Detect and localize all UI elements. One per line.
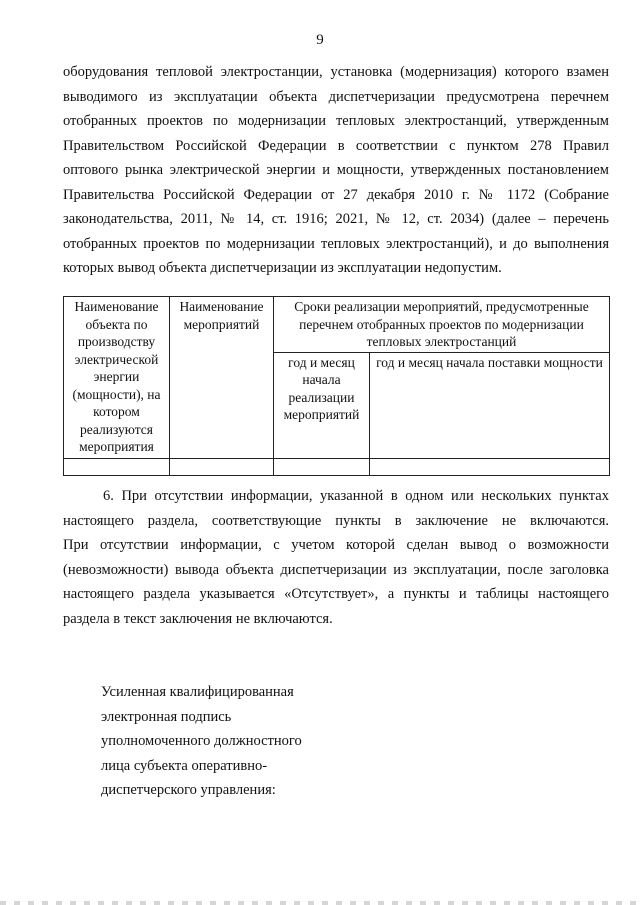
text-line: При отсутствии информации, с учетом которой сделан вывод о возможности xyxy=(63,537,609,553)
text-line: Правительства Российской Федерации от 27 декабря 2010 г. № 1172 (Собрание xyxy=(63,186,609,203)
text-line: настоящего раздела указывается «Отсутствует», а пункты и таблицы настоящего xyxy=(63,586,609,602)
paragraph-equipment-modernization xyxy=(63,60,609,281)
header-supply-start-date: год и месяц начала поставки мощности xyxy=(370,352,610,458)
signature-line: электронная подпись xyxy=(101,708,232,725)
header-start-date: год и месяц начала реализации мероприятий xyxy=(274,352,370,458)
signature-line: Усиленная квалифицированная xyxy=(101,684,294,700)
table-cell xyxy=(64,458,170,475)
signature-line: уполномоченного должностного xyxy=(101,733,302,749)
scan-edge-artifact xyxy=(0,901,640,905)
paragraph-item-6 xyxy=(63,484,609,631)
measures-table xyxy=(63,296,610,476)
signature-line: лица субъекта оперативно- xyxy=(101,757,268,774)
text-line: оптового рынка электрической энергии и мощности, утвержденных постановлением xyxy=(63,162,609,178)
text-line: отобранных проектов по модернизации тепловых электростанций, утвержденным xyxy=(63,113,609,129)
table-cell xyxy=(370,458,610,475)
table-cell xyxy=(274,458,370,475)
text-line: (невозможности) вывода объекта диспетчеризации из эксплуатации, после заголовка xyxy=(63,561,609,578)
text-line: отобранных проектов по модернизации тепловых электростанций), и до выполнения xyxy=(63,235,609,252)
text-line: которых вывод объекта диспетчеризации из эксплуатации недопустим. xyxy=(63,260,502,276)
table-cell xyxy=(170,458,274,475)
text-line: раздела в текст заключения не включаются. xyxy=(63,610,333,627)
header-measures: Наименование мероприятий xyxy=(170,297,274,459)
text-line: выводимого из эксплуатации объекта диспетчеризации предусмотрена перечнем xyxy=(63,88,609,105)
signature-block xyxy=(101,680,361,803)
header-implementation-terms: Сроки реализации мероприятий, предусмотренные перечнем отобранных проектов по модернизации тепловых электростанций xyxy=(274,297,610,353)
table-row xyxy=(64,458,610,475)
text-line: Правительством Российской Федерации в соответствии с пунктом 278 Правил xyxy=(63,137,609,154)
text-line: 6. При отсутствии информации, указанной в одном или нескольких пунктах xyxy=(103,488,609,504)
text-line: оборудования тепловой электростанции, установка (модернизация) которого взамен xyxy=(63,64,609,80)
text-line: законодательства, 2011, № 14, ст. 1916; 2021, № 12, ст. 2034) (далее – перечень xyxy=(63,211,609,227)
signature-line: диспетчерского управления: xyxy=(101,782,276,798)
page-number: 9 xyxy=(316,32,324,48)
text-line: настоящего раздела, соответствующие пункты в заключение не включаются. xyxy=(63,512,609,529)
header-facility: Наименование объекта по производству электрической энергии (мощности), на котором реализуются мероприятия xyxy=(64,297,170,459)
